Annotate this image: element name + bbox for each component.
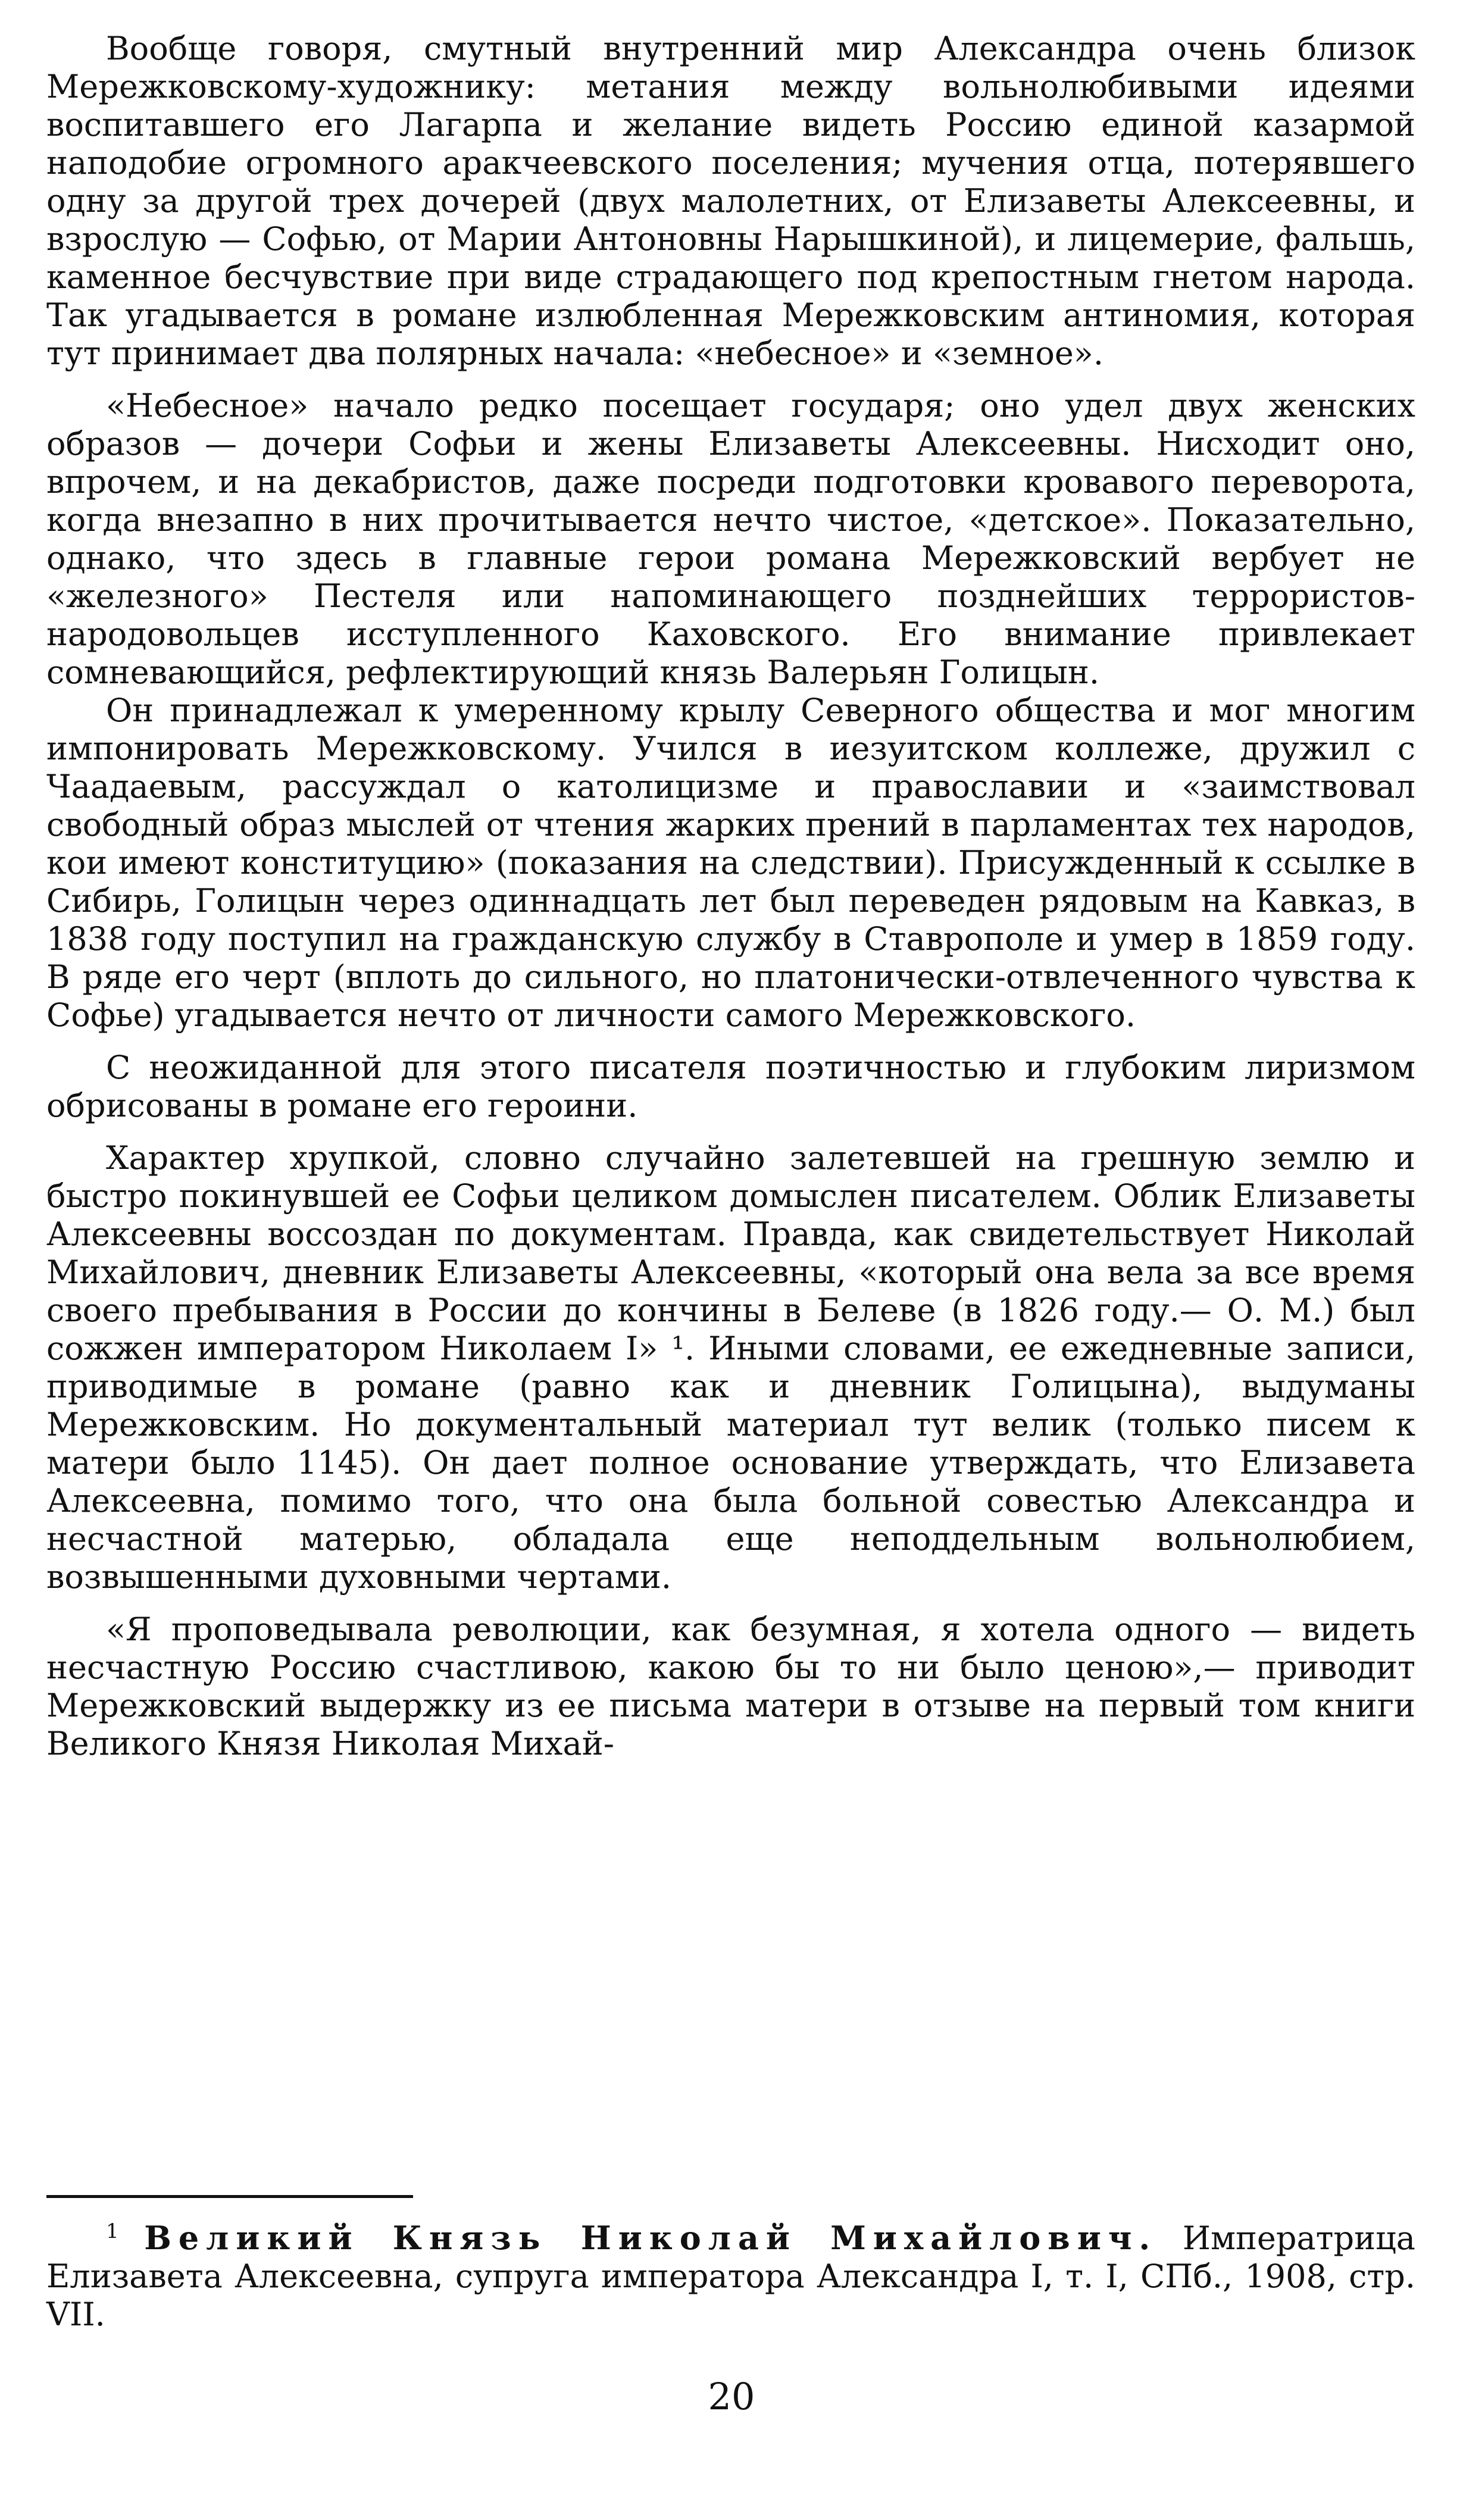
paragraph-3: Он принадлежал к умеренному крылу Северного общества и мог многим импонировать Мережковскому. Учился в иезуитском коллеже, дружил с Чаадаевым, рассуждал о католицизме и православии и «заимствовал свободный образ мыслей от чтения жарких прений в парламентах тех народов, кои имеют конституцию» (показания на следствии). Присужденный к ссылке в Сибирь, Голицын через одиннадцать лет был переведен рядовым на Кавказ, в 1838 году поступил на гражданскую службу в Ставрополе и умер в 1859 году. В ряде его черт (вплоть до сильного, но платонически-отвлеченного чувства к Софье) угадывается нечто от личности самого Мережковского.: [46, 692, 1415, 1034]
paragraph-2: «Небесное» начало редко посещает государя; оно удел двух женских образов — дочери Софьи и жены Елизаветы Алексеевны. Нисходит оно, впрочем, и на декабристов, даже посреди подготовки кровавого переворота, когда внезапно в них прочитывается нечто чистое, «детское». Показательно, однако, что здесь в главные герои романа Мережковский вербует не «железного» Пестеля или напоминающего позднейших террористов-народовольцев исступленного Каховского. Его внимание привлекает сомневающийся, рефлектирующий князь Валерьян Голицын.: [46, 387, 1415, 691]
footnote-author: Великий Князь Николай Михайлович.: [144, 2219, 1158, 2257]
paragraph-1: Вообще говоря, смутный внутренний мир Александра очень близок Мережковскому-художнику: метания между вольнолюбивыми идеями воспитавшего его Лагарпа и желание видеть Россию единой казармой наподобие огромного аракчеевского поселения; мучения отца, потерявшего одну за другой трех дочерей (двух малолетних, от Елизаветы Алексеевны, и взрослую — Софью, от Марии Антоновны Нарышкиной), и лицемерие, фальшь, каменное бесчувствие при виде страдающего под крепостным гнетом народа. Так угадывается в романе излюбленная Мережковским антиномия, которая тут принимает два полярных начала: «небесное» и «земное».: [46, 30, 1415, 372]
footnote-divider: [46, 2195, 413, 2198]
page-body: [46, 30, 1415, 1763]
footnote: [46, 2219, 1415, 2334]
footnote-text: Императрица Елизавета Алексеевна, супруга императора Александра I, т. I, СПб., 1908, стр. VII.: [46, 2219, 1416, 2333]
paragraph-4: С неожиданной для этого писателя поэтичностью и глубоким лиризмом обрисованы в романе его героини.: [46, 1049, 1415, 1124]
paragraph-6: «Я проповедывала революции, как безумная, я хотела одного — видеть несчастную Россию счастливою, какою бы то ни было ценою»,— приводит Мережковский выдержку из ее письма матери в отзыве на первый том книги Великого Князя Николая Михай-: [46, 1611, 1415, 1762]
page-number: 20: [708, 2375, 755, 2418]
footnote-mark: 1: [106, 2219, 119, 2243]
paragraph-5: Характер хрупкой, словно случайно залетевшей на грешную землю и быстро покинувшей ее Софьи целиком домыслен писателем. Облик Елизаветы Алексеевны воссоздан по документам. Правда, как свидетельствует Николай Михайлович, дневник Елизаветы Алексеевны, «который она вела за все время своего пребывания в России до кончины в Белеве (в 1826 году.— О. М.) был сожжен императором Николаем I» ¹. Иными словами, ее ежедневные записи, приводимые в романе (равно как и дневник Голицына), выдуманы Мережковским. Но документальный материал тут велик (только писем к матери было 1145). Он дает полное основание утверждать, что Елизавета Алексеевна, помимо того, что она была больной совестью Александра и несчастной матерью, обладала еще неподдельным вольнолюбием, возвышенными духовными чертами.: [46, 1139, 1415, 1596]
